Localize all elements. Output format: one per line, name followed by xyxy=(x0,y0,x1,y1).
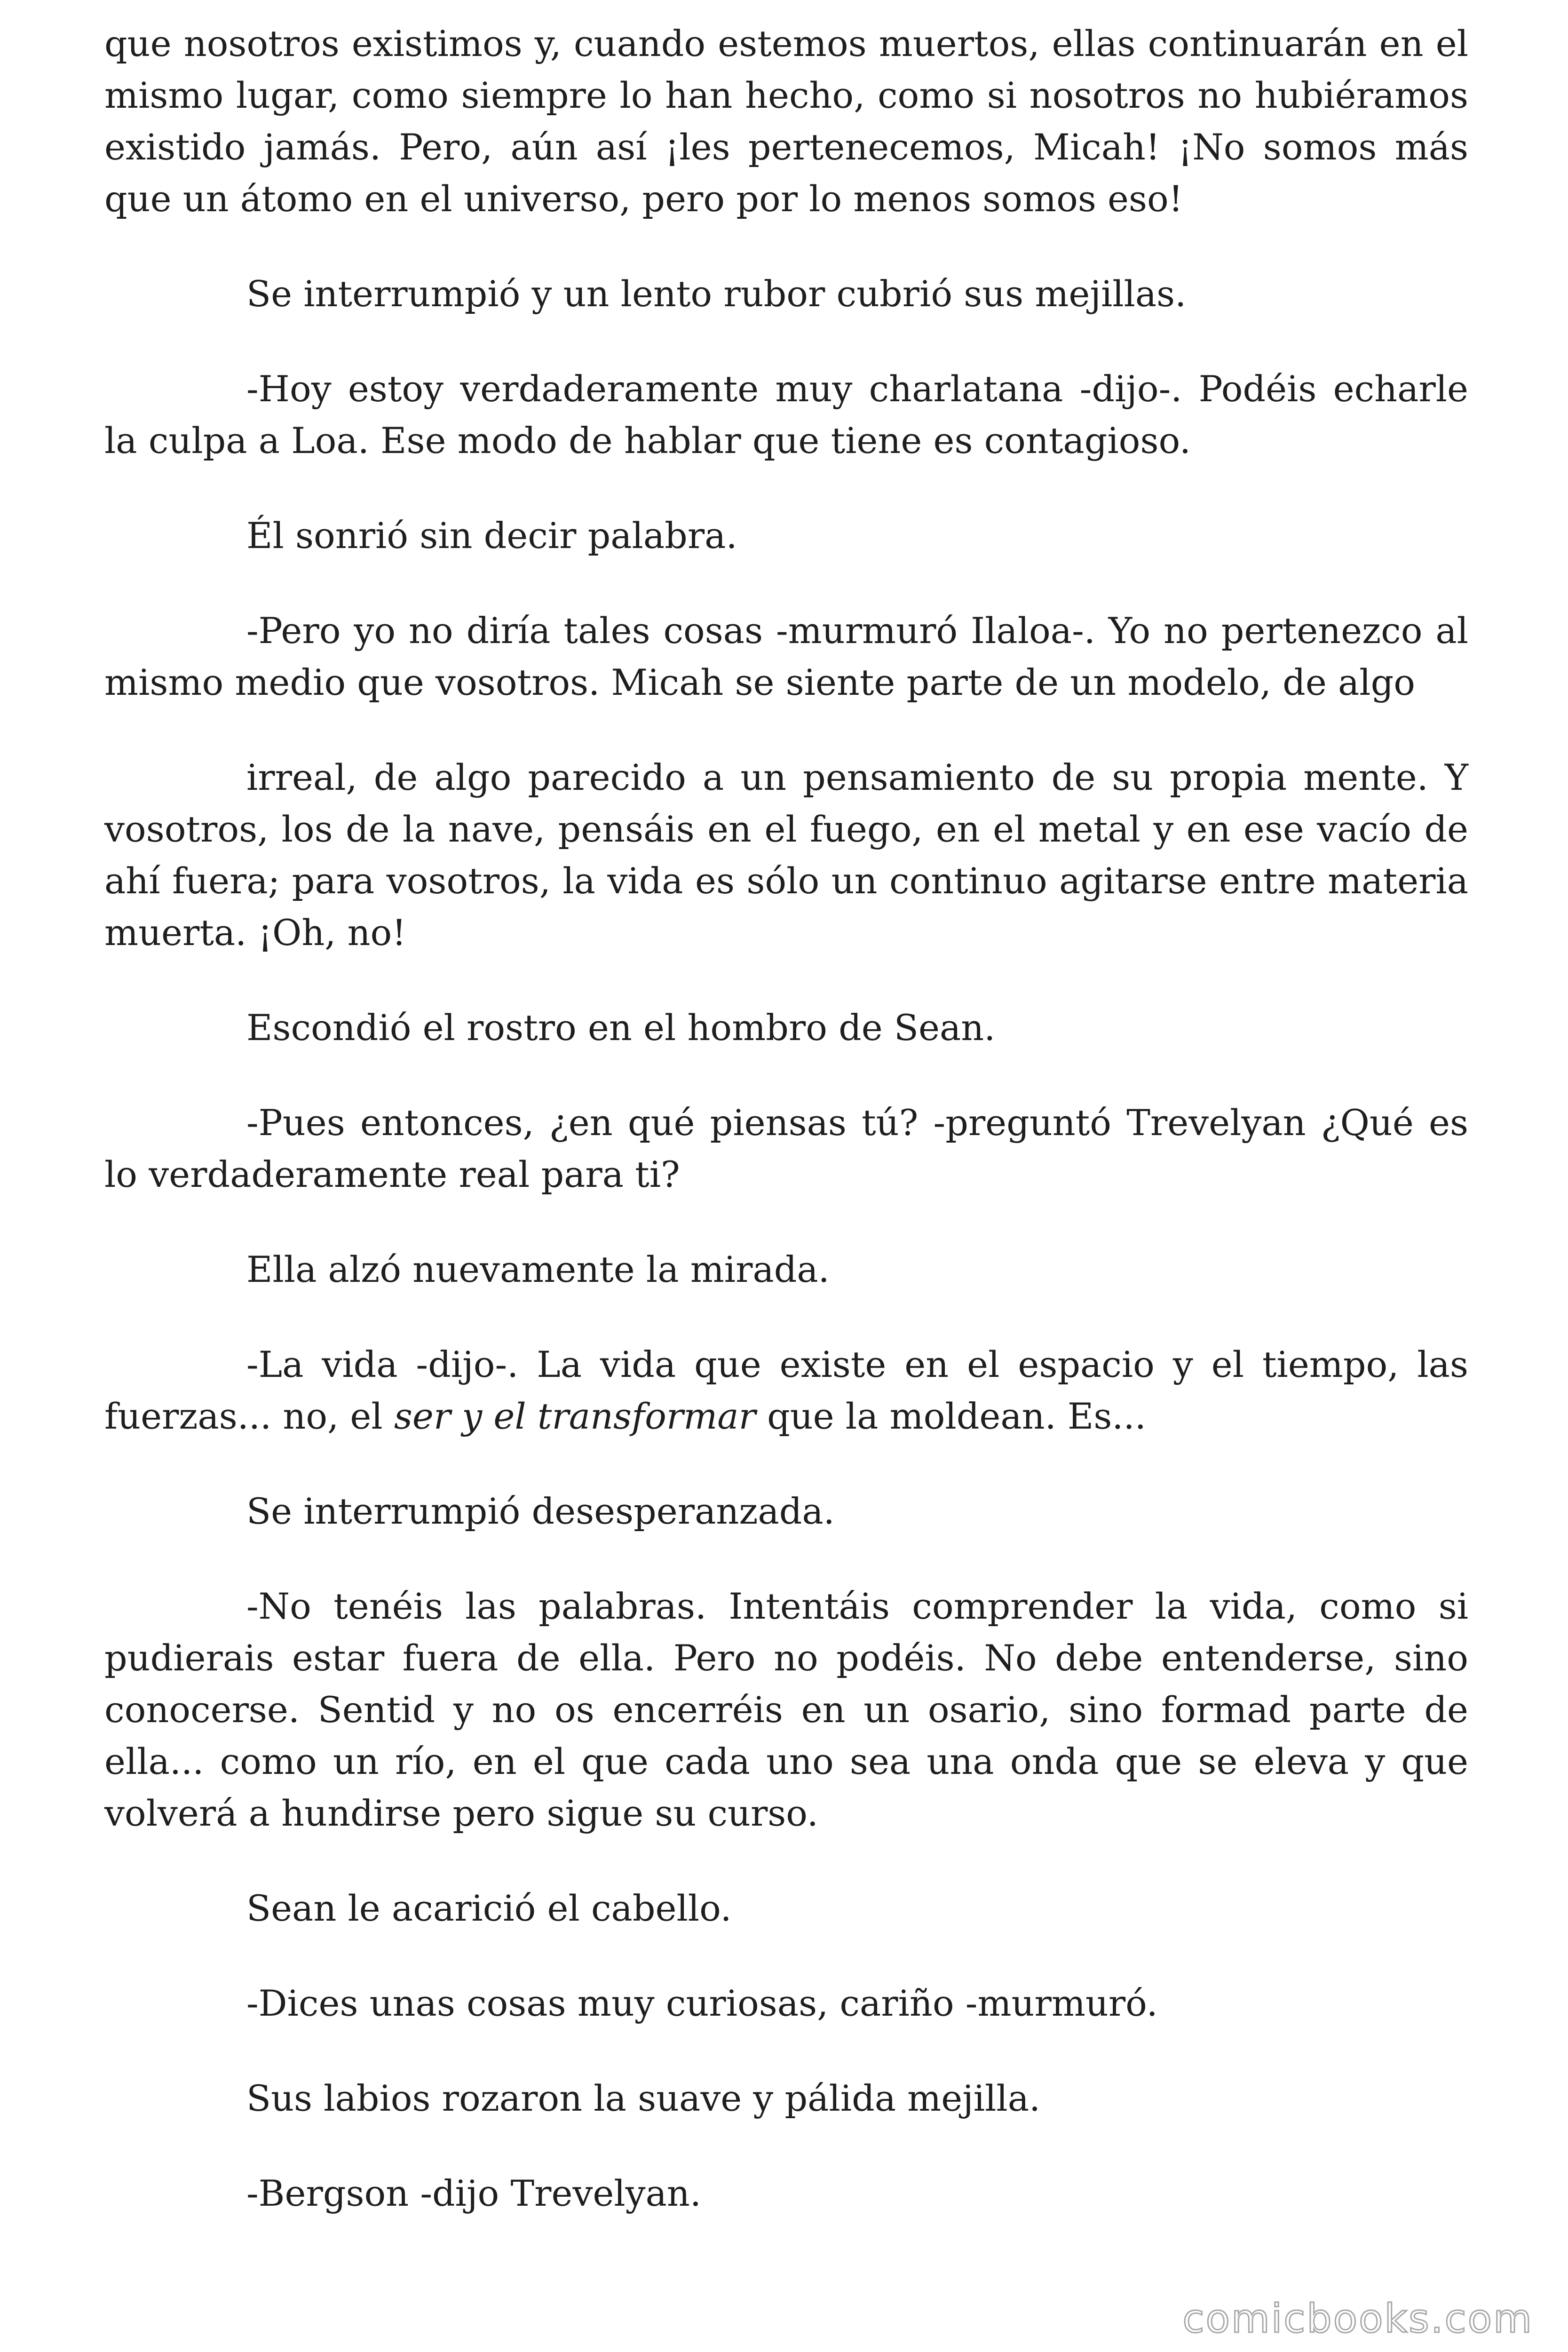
paragraph: Escondió el rostro en el hombro de Sean. xyxy=(246,1007,996,1049)
paragraph: -Hoy estoy verdaderamente muy charlatana -dijo-. Podéis echarle la culpa a Loa. Ese modo de hablar que tiene es contagioso. xyxy=(104,368,1468,461)
paragraph: Él sonrió sin decir palabra. xyxy=(246,515,737,556)
paragraph-text: -La vida -dijo-. La vida que existe en el espacio y el tiempo, las fuerzas... no, el xyxy=(104,1343,1468,1437)
paragraph: que nosotros existimos y, cuando estemos muertos, ellas continuarán en el mismo lugar, como siempre lo han hecho, como si nosotros no hubiéramos existido jamás. Pero, aún así ¡les pertenecemos, Micah! ¡No somos más que un átomo en el universo, pero por lo menos somos eso! xyxy=(104,23,1468,220)
paragraph: Ella alzó nuevamente la mirada. xyxy=(246,1248,830,1290)
paragraph: Sus labios rozaron la suave y pálida mejilla. xyxy=(246,2077,1041,2119)
paragraph: Sean le acarició el cabello. xyxy=(246,1887,732,1929)
paragraph: -Dices unas cosas muy curiosas, cariño -murmuró. xyxy=(246,1982,1158,2024)
paragraph: -Pero yo no diría tales cosas -murmuró Ilaloa-. Yo no pertenezco al mismo medio que vosotros. Micah se siente parte de un modelo, de algo xyxy=(104,610,1468,703)
italic-phrase: ser y el transformar xyxy=(394,1395,756,1437)
paragraph: -Pues entonces, ¿en qué piensas tú? -preguntó Trevelyan ¿Qué es lo verdaderamente real para ti? xyxy=(104,1102,1468,1195)
paragraph-with-italic xyxy=(104,1339,1468,1442)
paragraph: -Bergson -dijo Trevelyan. xyxy=(246,2172,702,2214)
paragraph: -No tenéis las palabras. Intentáis comprender la vida, como si pudierais estar fuera de ella. Pero no podéis. No debe entenderse, sino conocerse. Sentid y no os encerréis en un osario, sino formad parte de ella... como un río, en el que cada uno sea una onda que se eleva y que volverá a hundirse pero sigue su curso. xyxy=(104,1585,1468,1834)
paragraph: Se interrumpió desesperanzada. xyxy=(246,1490,835,1532)
book-page-text xyxy=(104,18,1468,2263)
paragraph: irreal, de algo parecido a un pensamiento de su propia mente. Y vosotros, los de la nave, pensáis en el fuego, en el metal y en ese vacío de ahí fuera; para vosotros, la vida es sólo un continuo agitarse entre materia muerta. ¡Oh, no! xyxy=(104,756,1468,954)
paragraph-text: que la moldean. Es... xyxy=(755,1395,1146,1437)
watermark-logo: comicbooks.com xyxy=(1182,2296,1533,2342)
paragraph: Se interrumpió y un lento rubor cubrió sus mejillas. xyxy=(246,273,1187,315)
